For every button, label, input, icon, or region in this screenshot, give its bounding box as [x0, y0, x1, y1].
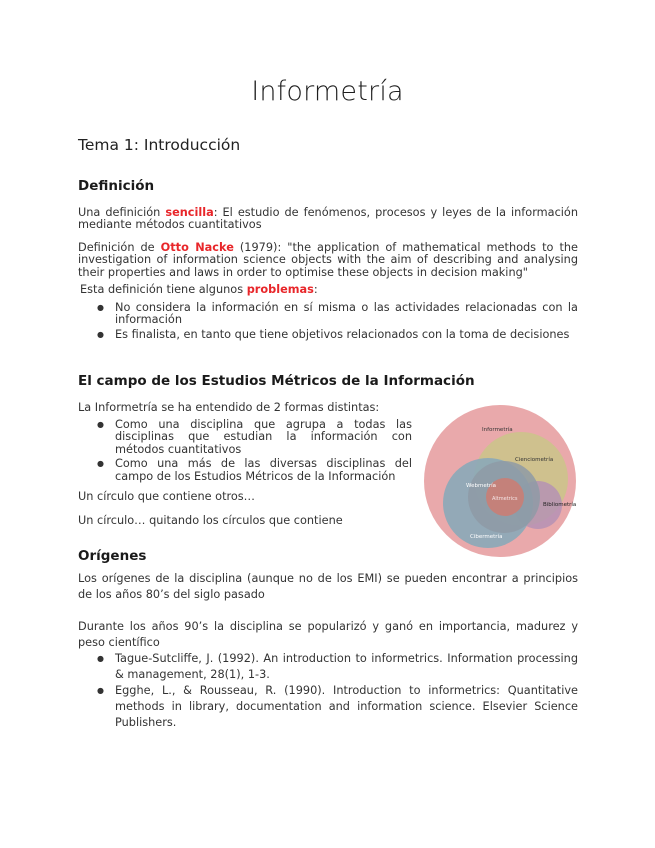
heading-definicion: Definición [78, 178, 155, 194]
highlight-problemas: problemas [246, 283, 314, 296]
paragraph-definicion-sencilla: Una definición sencilla: El estudio de fenómenos, procesos y leyes de la información mediante métodos cuantitativos [78, 206, 578, 232]
campo-list [78, 419, 412, 485]
label-webmetria: Webmetría [466, 483, 497, 489]
paragraph-problemas: Esta definición tiene algunos problemas: [80, 283, 318, 296]
label-bibliometria: Bibliometría [543, 502, 577, 508]
list-item: ● No considera la información en sí misma o las actividades relacionadas con la información [78, 302, 578, 327]
label-cienciometria: Cienciometría [515, 457, 554, 463]
problemas-list [78, 302, 578, 343]
heading-campo-estudios-metricos: El campo de los Estudios Métricos de la Información [78, 373, 475, 389]
label-cibermetria: Cibermetría [470, 534, 503, 540]
paragraph-campo-intro: La Informetría se ha entendido de 2 formas distintas: [78, 401, 380, 414]
section-heading-tema: Tema 1: Introducción [78, 136, 241, 154]
paragraph-origenes-1: Los orígenes de la disciplina (aunque no de los EMI) se pueden encontrar a principios de los años 80’s del siglo pasado [78, 572, 578, 601]
paragraph-definicion-nacke: Definición de Otto Nacke (1979): "the application of mathematical methods to the investigation of information science objects with the aim of describing and analysing their properties and laws in order to optimise these objects in decision making" [78, 241, 579, 279]
list-item: ● Como una más de las diversas disciplinas del campo de los Estudios Métricos de la Información [78, 458, 412, 483]
heading-origenes: Orígenes [78, 548, 147, 564]
list-item: ● Tague-Sutcliffe, J. (1992). An introduction to informetrics. Information processing & management, 28(1), 1-3. [78, 651, 578, 683]
references-list [78, 651, 578, 731]
list-item: ● Egghe, L., & Rousseau, R. (1990). Introduction to informetrics: Quantitative methods in library, documentation and information science. Elsevier Science Publishers. [78, 683, 578, 731]
label-altmetrics: Altmetrics [492, 496, 518, 502]
label-informetria: Informetría [482, 427, 513, 433]
list-item: ● Como una disciplina que agrupa a todas las disciplinas que estudian la información con métodos cuantitativos [78, 419, 412, 456]
paragraph-circulo-quitando: Un círculo… quitando los círculos que contiene [78, 514, 343, 527]
highlight-otto-nacke: Otto Nacke [160, 241, 234, 254]
highlight-sencilla: sencilla [165, 206, 214, 219]
metrics-venn-diagram [418, 405, 588, 557]
list-item: ● Es finalista, en tanto que tiene objetivos relacionados con la toma de decisiones [78, 329, 578, 341]
page-title: Informetría [251, 76, 404, 107]
paragraph-origenes-2: Durante los años 90’s la disciplina se popularizó y ganó en importancia, madurez y peso científico [78, 620, 578, 649]
paragraph-circulo-contiene: Un círculo que contiene otros… [78, 490, 255, 503]
